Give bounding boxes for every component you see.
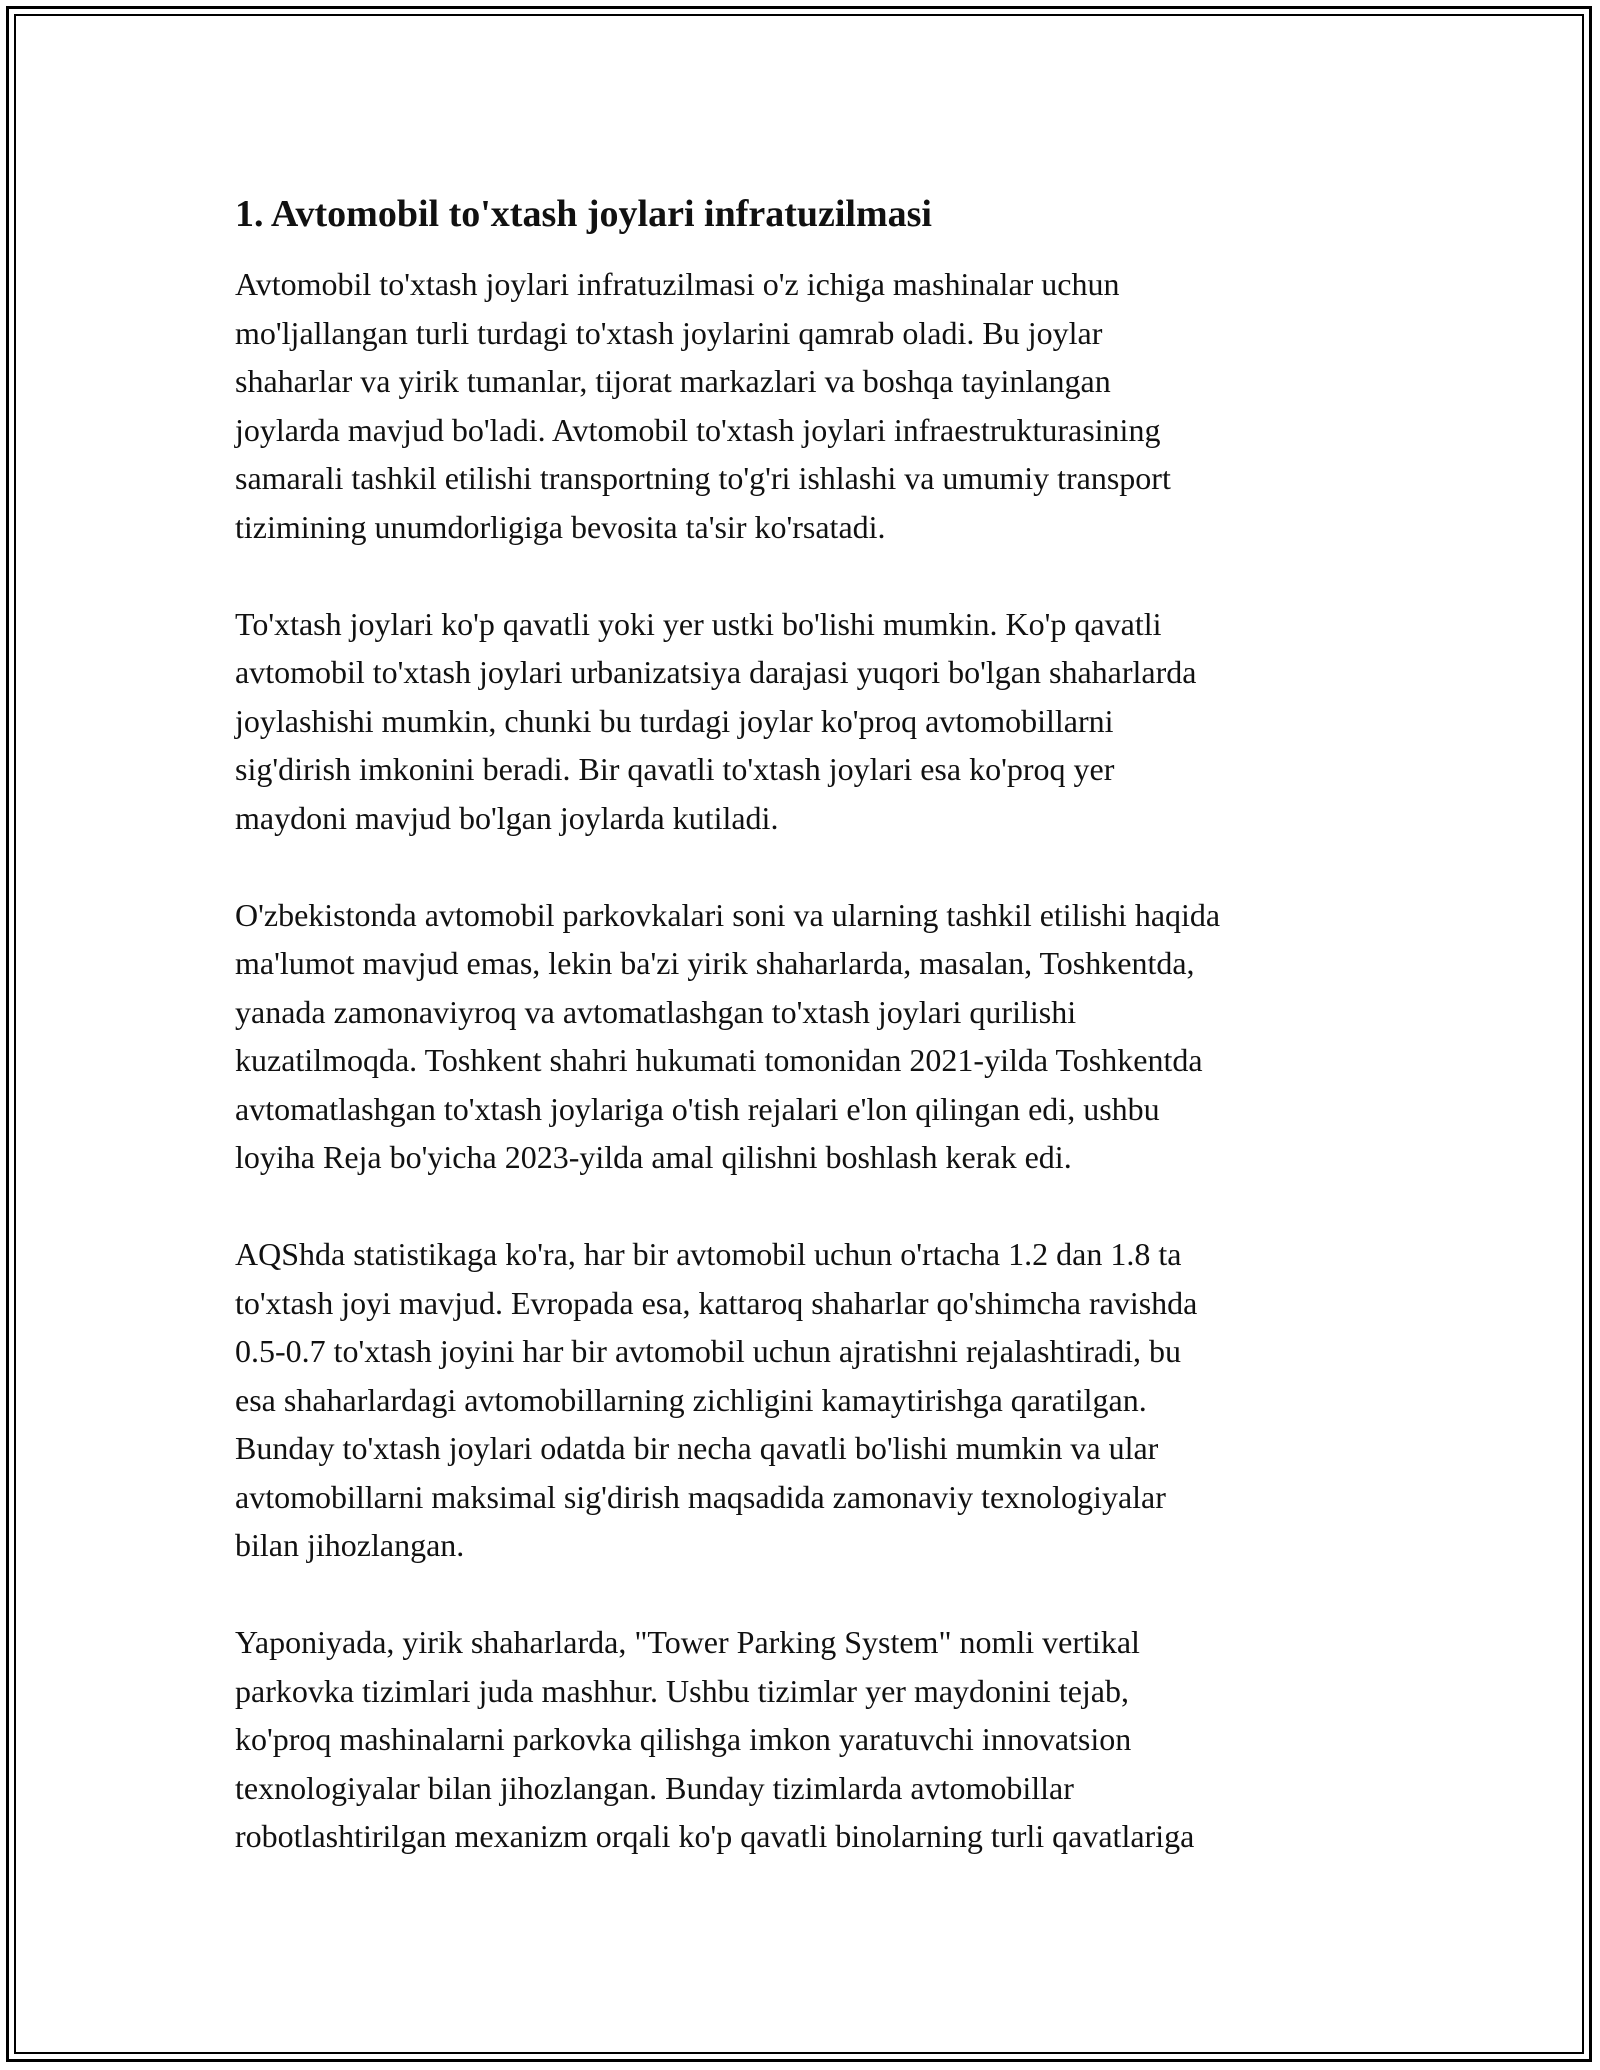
text-line: mo'ljallangan turli turdagi to'xtash joylarini qamrab oladi. Bu joylar bbox=[235, 314, 1103, 351]
text-line: to'xtash joyi mavjud. Evropada esa, kattaroq shaharlar qo'shimcha ravishda bbox=[235, 1284, 1198, 1321]
text-line: texnologiyalar bilan jihozlangan. Bunday tizimlarda avtomobillar bbox=[235, 1769, 1074, 1806]
text-line: yanada zamonaviyroq va avtomatlashgan to'xtash joylari qurilishi bbox=[235, 993, 1077, 1030]
text-line: Yaponiyada, yirik shaharlarda, "Tower Parking System" nomli vertikal bbox=[235, 1624, 1140, 1660]
paragraph-1 bbox=[235, 260, 1395, 551]
text-line: esa shaharlardagi avtomobillarning zichligini kamaytirishga qaratilgan. bbox=[235, 1381, 1147, 1418]
document-body bbox=[235, 190, 1395, 1909]
text-line: kuzatilmoqda. Toshkent shahri hukumati tomonidan 2021-yilda Toshkentda bbox=[235, 1042, 1203, 1078]
text-line: avtomatlashgan to'xtash joylariga o'tish rejalari e'lon qilingan edi, ushbu bbox=[235, 1090, 1160, 1127]
text-line: ko'proq mashinalarni parkovka qilishga imkon yaratuvchi innovatsion bbox=[235, 1721, 1132, 1757]
text-line: avtomobillarni maksimal sig'dirish maqsadida zamonaviy texnologiyalar bbox=[235, 1478, 1166, 1515]
paragraph-4 bbox=[235, 1230, 1395, 1570]
paragraph-5 bbox=[235, 1618, 1395, 1861]
text-line: avtomobil to'xtash joylari urbanizatsiya darajasi yuqori bo'lgan shaharlarda bbox=[235, 654, 1197, 690]
text-line: 0.5-0.7 to'xtash joyini har bir avtomobil uchun ajratishni rejalashtiradi, bu bbox=[235, 1333, 1182, 1369]
text-line: parkovka tizimlari juda mashhur. Ushbu tizimlar yer maydonini tejab, bbox=[235, 1672, 1129, 1709]
text-line: joylarda mavjud bo'ladi. Avtomobil to'xtash joylari infraestrukturasining bbox=[235, 411, 1161, 448]
text-line: Bunday to'xtash joylari odatda bir necha qavatli bo'lishi mumkin va ular bbox=[235, 1430, 1159, 1466]
text-line: ma'lumot mavjud emas, lekin ba'zi yirik shaharlarda, masalan, Toshkentda, bbox=[235, 945, 1195, 981]
text-line: joylashishi mumkin, chunki bu turdagi joylar ko'proq avtomobillarni bbox=[235, 702, 1114, 739]
text-line: AQShda statistikaga ko'ra, har bir avtomobil uchun o'rtacha 1.2 dan 1.8 ta bbox=[235, 1236, 1182, 1272]
text-line: tizimining unumdorligiga bevosita ta'sir ko'rsatadi. bbox=[235, 508, 886, 545]
paragraph-2 bbox=[235, 600, 1395, 843]
text-line: bilan jihozlangan. bbox=[235, 1527, 465, 1563]
text-line: To'xtash joylari ko'p qavatli yoki yer ustki bo'lishi mumkin. Ko'p qavatli bbox=[235, 605, 1162, 642]
paragraph-3 bbox=[235, 891, 1395, 1182]
text-line: loyiha Reja bo'yicha 2023-yilda amal qilishni boshlash kerak edi. bbox=[235, 1139, 1072, 1175]
text-line: robotlashtirilgan mexanizm orqali ko'p qavatli binolarning turli qavatlariga bbox=[235, 1818, 1195, 1854]
section-heading: 1. Avtomobil to'xtash joylari infratuzilmasi bbox=[235, 193, 932, 235]
text-line: O'zbekistonda avtomobil parkovkalari soni va ularning tashkil etilishi haqida bbox=[235, 896, 1221, 933]
text-line: Avtomobil to'xtash joylari infratuzilmasi o'z ichiga mashinalar uchun bbox=[235, 266, 1120, 302]
text-line: shaharlar va yirik tumanlar, tijorat markazlari va boshqa tayinlangan bbox=[235, 363, 1111, 399]
text-line: samarali tashkil etilishi transportning to'g'ri ishlashi va umumiy transport bbox=[235, 460, 1171, 496]
text-line: maydoni mavjud bo'lgan joylarda kutiladi. bbox=[235, 799, 779, 836]
text-line: sig'dirish imkonini beradi. Bir qavatli to'xtash joylari esa ko'proq yer bbox=[235, 751, 1115, 787]
